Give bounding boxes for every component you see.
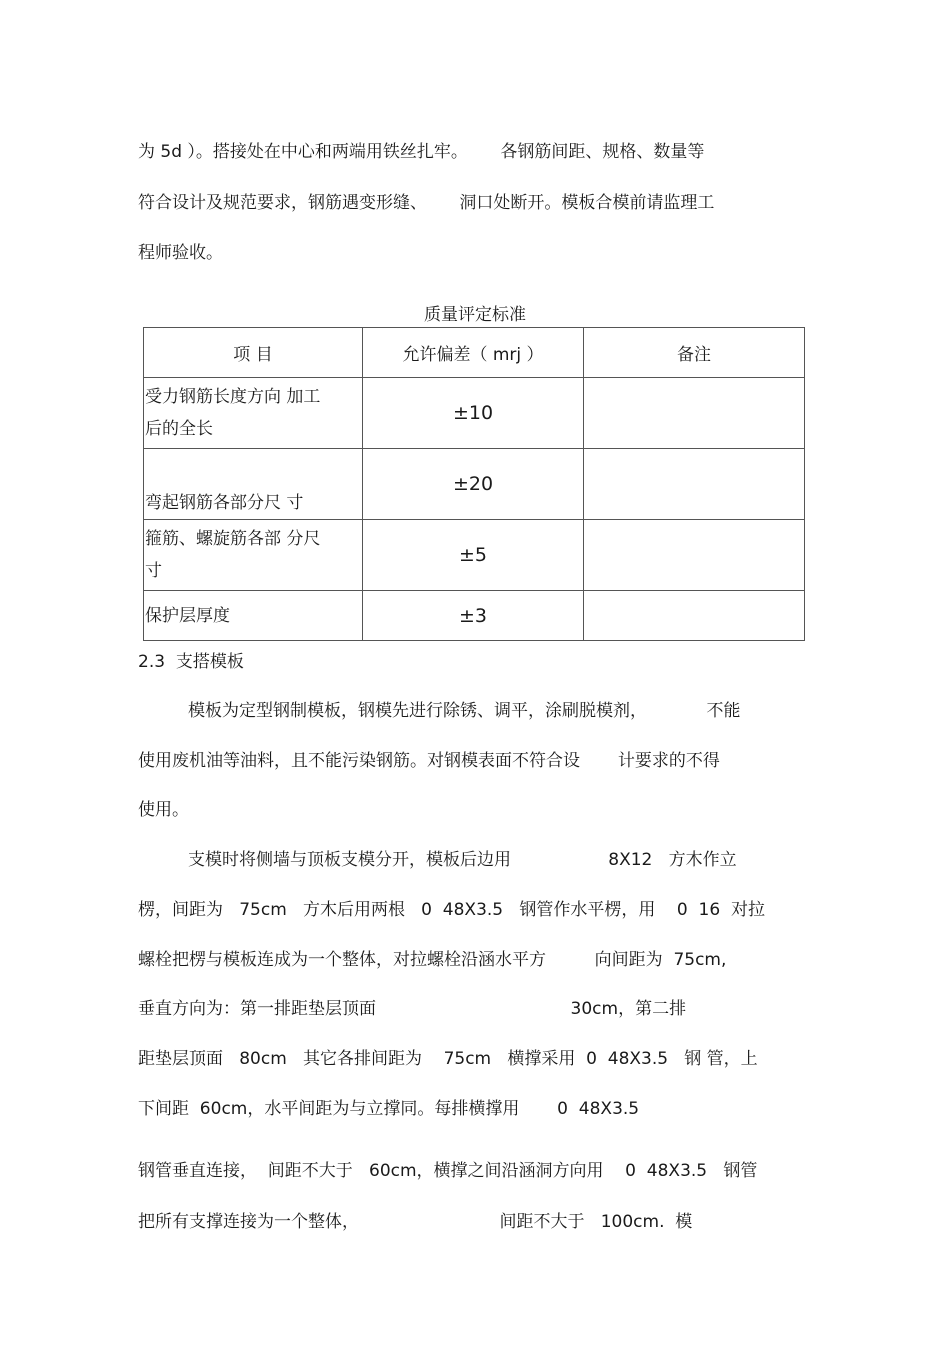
item-text: 受力钢筋长度方向 加工 <box>145 387 321 407</box>
tolerance-value: ±3 <box>458 604 487 627</box>
item-text: 寸 <box>145 561 162 581</box>
text-line: 垂直方向为：第一排距垫层顶面 30cm，第二排 <box>138 999 687 1019</box>
text-line: 为 5d ）。搭接处在中心和两端用铁丝扎牢。 各钢筋间距、规格、数量等 <box>138 142 705 162</box>
header-note: 备注 <box>584 328 805 378</box>
text-line: 程师验收。 <box>138 243 223 263</box>
section-heading: 2.3 支搭模板 <box>138 652 244 672</box>
text-line: 使用。 <box>138 800 189 820</box>
text-line: 钢管垂直连接， 间距不大于 60cm，横撑之间沿涵洞方向用 0 48X3.5 钢管 <box>138 1161 758 1181</box>
text-line: 把所有支撑连接为一个整体， 间距不大于 100cm. 模 <box>138 1212 693 1232</box>
table-row <box>144 591 805 641</box>
tolerance-value: ±20 <box>452 473 494 495</box>
item-cell <box>144 449 363 520</box>
tolerance-value: ±10 <box>452 402 494 424</box>
item-cell <box>144 591 363 641</box>
item-cell <box>144 378 363 449</box>
table-row <box>144 378 805 449</box>
item-text: 后的全长 <box>145 419 213 439</box>
text-line: 楞，间距为 75cm 方木后用两根 0 48X3.5 钢管作水平楞，用 0 16 对拉 <box>138 900 765 920</box>
item-cell <box>144 520 363 591</box>
note-cell <box>584 449 805 520</box>
text-line: 模板为定型钢制模板，钢模先进行除锈、调平，涂刷脱模剂， 不能 <box>188 701 741 721</box>
table-row <box>144 520 805 591</box>
text-line: 距垫层顶面 80cm 其它各排间距为 75cm 横撑采用 0 48X3.5 钢 管，上 <box>138 1049 758 1069</box>
table-caption: 质量评定标准 <box>424 305 526 325</box>
text-line: 使用废机油等油料，且不能污染钢筋。对钢模表面不符合设 计要求的不得 <box>138 751 720 771</box>
note-cell <box>584 591 805 641</box>
text-line: 下间距 60cm，水平间距为与立撑同。每排横撑用 0 48X3.5 <box>138 1099 640 1119</box>
value-cell <box>363 520 584 591</box>
note-cell <box>584 520 805 591</box>
value-cell <box>363 378 584 449</box>
text-line: 支模时将侧墙与顶板支模分开，模板后边用 8X12 方木作立 <box>188 850 737 870</box>
value-cell <box>363 449 584 520</box>
text-line: 符合设计及规范要求，钢筋遇变形缝、 洞口处断开。模板合模前请监理工 <box>138 193 715 213</box>
header-tolerance: 允许偏差（ mrj ） <box>363 328 584 378</box>
table-row <box>144 449 805 520</box>
text-line: 螺栓把楞与模板连成为一个整体，对拉螺栓沿涵水平方 向间距为 75cm, <box>138 950 727 970</box>
table-header-row <box>144 328 805 378</box>
item-text: 箍筋、螺旋筋各部 分尺 <box>145 529 321 549</box>
item-text: 保护层厚度 <box>145 605 230 626</box>
header-item: 项 目 <box>144 328 363 378</box>
item-text: 弯起钢筋各部分尺 寸 <box>145 493 304 513</box>
note-cell <box>584 378 805 449</box>
quality-standard-table <box>143 327 805 641</box>
value-cell <box>363 591 584 641</box>
tolerance-value: ±5 <box>458 544 487 566</box>
